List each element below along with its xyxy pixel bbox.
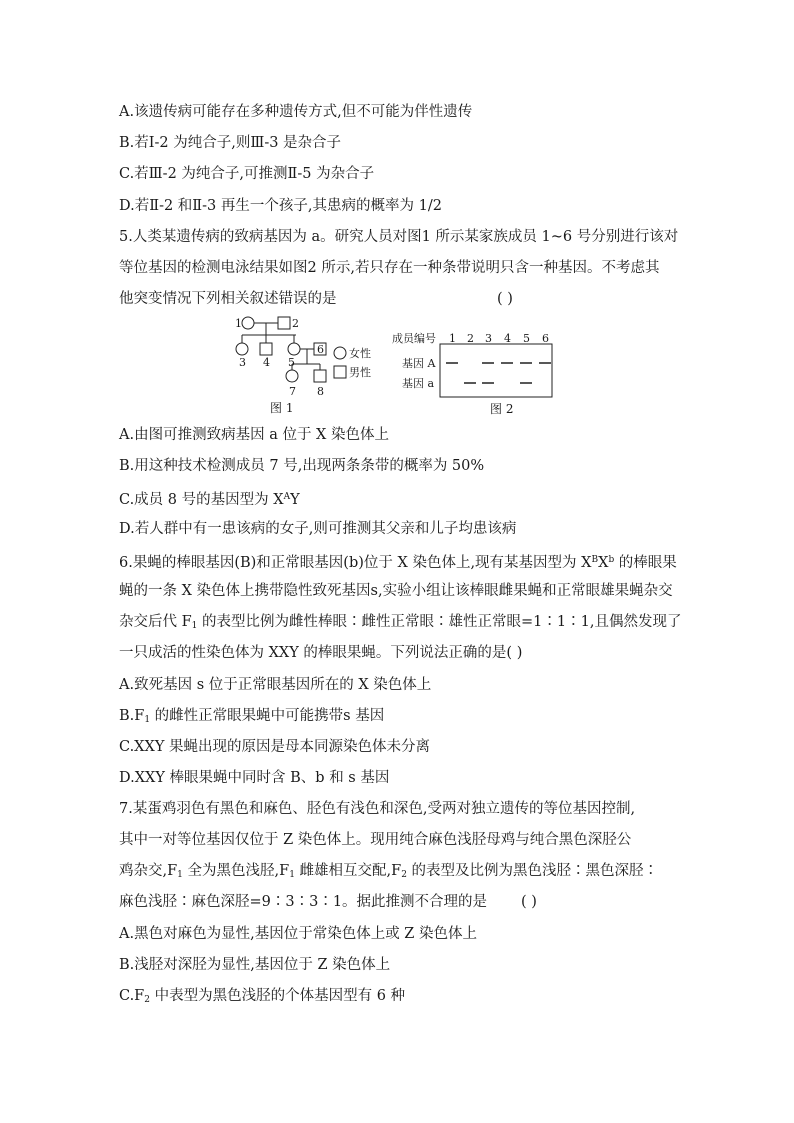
q4-option-d: D.若Ⅱ-2 和Ⅱ-3 再生一个孩子,其患病的概率为 1/2 (119, 198, 442, 214)
member-label-8: 8 (317, 385, 324, 398)
q6-option-c: C.XXY 果蝇出现的原因是母本同源染色体未分离 (119, 739, 431, 755)
member-label-5: 5 (288, 356, 295, 369)
q4-option-a: A.该遗传病可能存在多种遗传方式,但不可能为伴性遗传 (119, 104, 473, 120)
lane-label-3: 3 (485, 332, 492, 345)
q5-option-c: C.成员 8 号的基因型为 $X^AY$ (119, 492, 300, 508)
q7-stem-line1: 7.某蛋鸡羽色有黑色和麻色、胫色有浅色和深色,受两对独立遗传的等位基因控制, (119, 801, 636, 817)
q7-option-b: B.浅胫对深胫为显性,基因位于 Z 染色体上 (119, 957, 391, 973)
pedigree-figure (228, 312, 388, 418)
figure1-caption: 图 1 (270, 401, 294, 415)
q6-option-d: D.XXY 棒眼果蝇中同时含 B、b 和 s 基因 (119, 770, 390, 786)
q5-option-a: A.由图可推测致病基因 a 位于 X 染色体上 (119, 427, 389, 443)
lane-label-1: 1 (449, 332, 456, 345)
q6-stem-line2: 蝇的一条 X 染色体上携带隐性致死基因s,实验小组让该棒眼雌果蝇和正常眼雄果蝇杂交 (119, 583, 673, 599)
q4-option-b: B.若Ⅰ-2 为纯合子,则Ⅲ-3 是杂合子 (119, 135, 342, 151)
lane-label-4: 4 (504, 332, 511, 345)
q5-option-d: D.若人群中有一患该病的女子,则可推测其父亲和儿子均患该病 (119, 521, 517, 537)
figure2-caption: 图 2 (490, 402, 514, 416)
q6-option-b: $B.F_1$ 的雌性正常眼果蝇中可能携带s 基因 (119, 708, 385, 725)
member-8-male-symbol (314, 370, 326, 382)
q5-answer-bracket: ( ) (497, 291, 513, 307)
electrophoresis-figure (388, 327, 568, 420)
q7-answer-bracket: ( ) (521, 894, 537, 910)
member-5-female-symbol (288, 343, 300, 355)
member-7-female-symbol (286, 370, 298, 382)
q7-stem-line2: 其中一对等位基因仅位于 Z 染色体上。现用纯合麻色浅胫母鸡与纯合黑色深胫公 (119, 832, 632, 848)
member-2-male-symbol (278, 317, 290, 329)
member-4-male-symbol (260, 343, 272, 355)
member-label-3: 3 (239, 356, 246, 369)
member-label-6: 6 (317, 343, 324, 356)
lane-label-6: 6 (542, 332, 549, 345)
legend-female-symbol (334, 347, 346, 359)
member-number-header: 成员编号 (392, 332, 436, 345)
member-label-7: 7 (289, 385, 296, 398)
gene-a-dominant-row-label: 基因 A (402, 357, 436, 370)
member-label-1: 1 (235, 317, 242, 330)
legend-male-label: 男性 (349, 366, 371, 379)
lane-label-5: 5 (523, 332, 530, 345)
q6-stem-line3: 杂交后代 $F_1$ 的表型比例为雌性棒眼∶雌性正常眼∶雄性正常眼=1∶1∶1,且偶然发现了 (119, 614, 682, 631)
legend-male-symbol (334, 366, 346, 378)
member-3-female-symbol (236, 343, 248, 355)
q4-option-c: C.若Ⅲ-2 为纯合子,可推测Ⅱ-5 为杂合子 (119, 166, 375, 182)
q6-stem-line4: 一只成活的性染色体为 XXY 的棒眼果蝇。下列说法正确的是( ) (119, 645, 523, 661)
gene-a-recessive-row-label: 基因 a (402, 377, 435, 390)
member-1-female-symbol (242, 317, 254, 329)
q7-stem-line4: 麻色浅胫∶麻色深胫=9∶3∶3∶1。据此推测不合理的是 (119, 894, 488, 910)
member-label-2: 2 (292, 317, 299, 330)
q5-stem-line3: 他突变情况下列相关叙述错误的是 (119, 291, 337, 307)
member-label-4: 4 (263, 356, 270, 369)
q6-stem-line1: 6.果蝇的棒眼基因(B)和正常眼基因(b)位于 X 染色体上,现有某基因型为 $X^BX^b$ 的棒眼果 (119, 555, 677, 571)
q6-option-a: A.致死基因 s 位于正常眼基因所在的 X 染色体上 (119, 677, 432, 693)
q5-stem-line2: 等位基因的检测电泳结果如图2 所示,若只存在一种条带说明只含一种基因。不考虑其 (119, 260, 660, 276)
q5-option-b: B.用这种技术检测成员 7 号,出现两条条带的概率为 50% (119, 458, 485, 474)
lane-label-2: 2 (467, 332, 474, 345)
q7-stem-line3: 鸡杂交$,F_1$ 全为黑色浅胫$,F_1$ 雌雄相互交配$,F_2$ 的表型及比例为黑色浅胫∶黑色深胫∶ (119, 863, 659, 880)
q7-option-c: $C.F_2$ 中表型为黑色浅胫的个体基因型有 6 种 (119, 988, 406, 1005)
q7-option-a: A.黑色对麻色为显性,基因位于常染色体上或 Z 染色体上 (119, 926, 477, 942)
legend-female-label: 女性 (349, 347, 371, 360)
gel-frame (440, 344, 552, 397)
q5-stem-line1: 5.人类某遗传病的致病基因为 a。研究人员对图1 所示某家族成员 1~6 号分别进行该对 (119, 229, 679, 245)
